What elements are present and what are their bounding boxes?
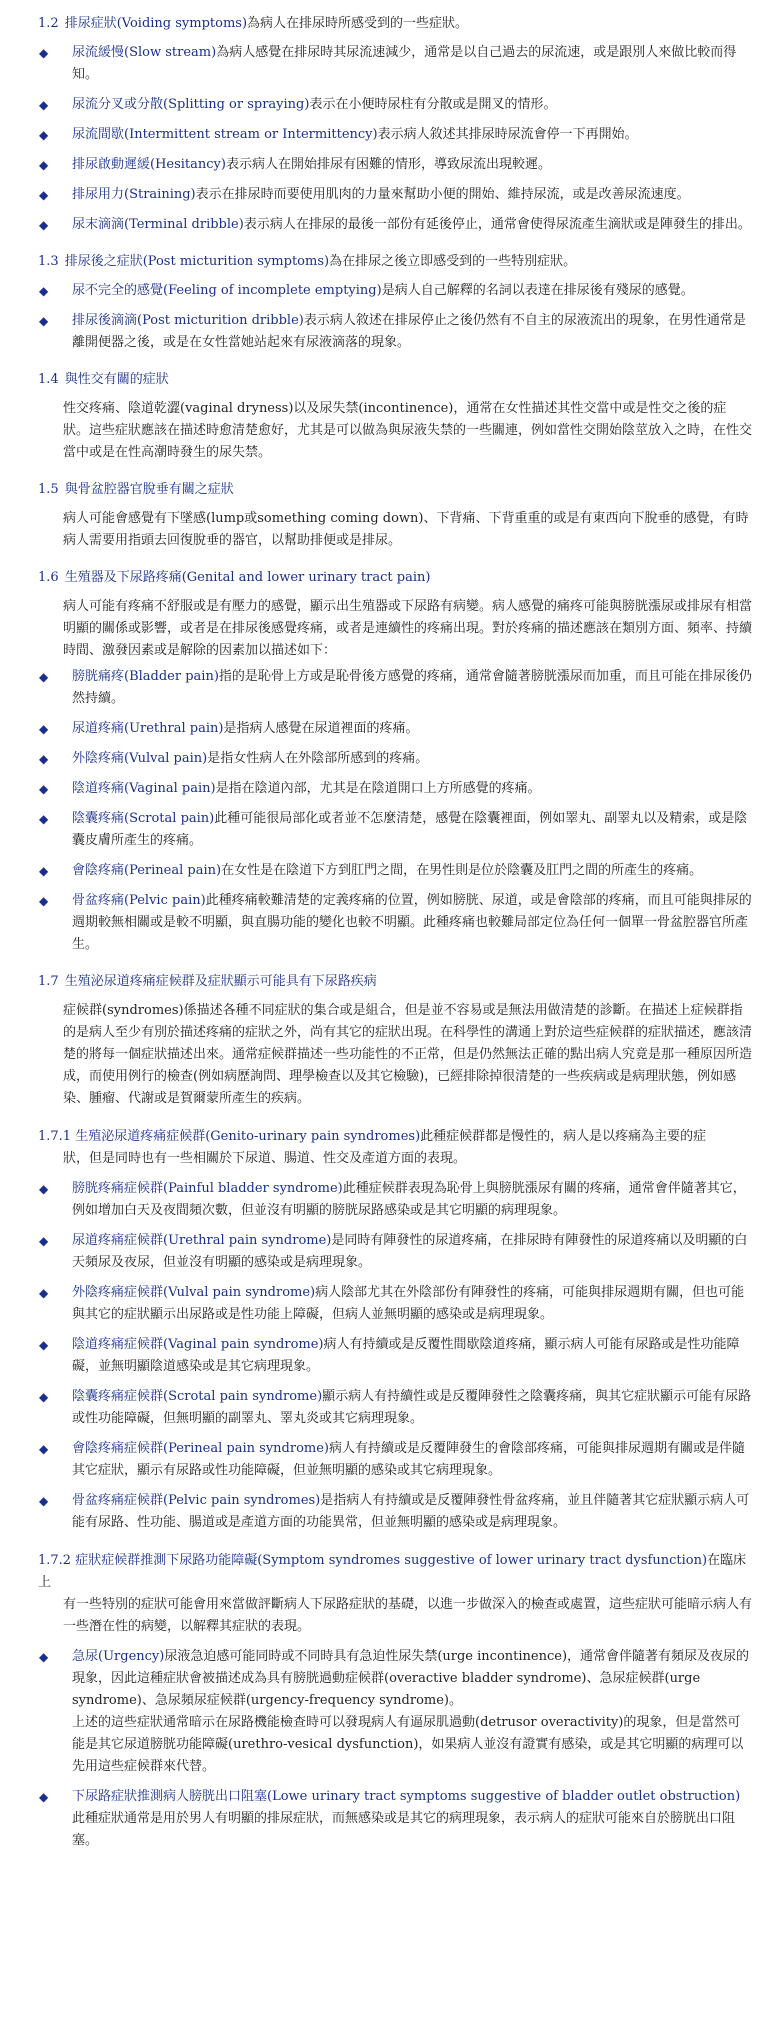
- description: 表示病人敘述其排尿時尿流會停一下再開始。: [377, 127, 638, 142]
- diamond-bullet-icon: ◆: [39, 128, 49, 142]
- section-body: 病人可能有疼痛不舒服或是有壓力的感覺，顯示出生殖器或下尿路有病變。病人感覺的痛疼可能與膀胱漲尿或排尿有相當明顯的關係或影響，或者是在排尿後感覺疼痛，或者是連續性的疼痛出現。對於疼痛的描述應該在類別方面、頻率、持續時間、激發因素或是解除的因素加以描述如下：: [63, 599, 753, 658]
- description: 表示在排尿時而要使用肌肉的力量來幫助小便的開始、維持尿流，或是改善尿流速度。: [195, 187, 690, 202]
- list-item: [0, 1230, 770, 1274]
- description: 病人陰部尤其在外陰部份有陣發性的疼痛，可能與排尿週期有關，但也可能與其它的症狀顯示出尿路或是性功能上障礙，但病人並無明顯的感染或是病理現象。: [72, 1285, 745, 1322]
- diamond-bullet-icon: ◆: [39, 894, 49, 908]
- section-body: 症候群(syndromes)係描述各種不同症狀的集合或是組合，但是並不容易或是無法用做清楚的診斷。在描述上症候群指的是病人至少有別於描述疼痛的症狀之外，尚有其它的症狀出現。在科學性的溝通上對於這些症候群的症狀描述，應該清楚的將每一個症狀描述出來。通常症候群描述一些功能性的不正常，但是仍然無法正確的點出病人究竟是那一種原因所造成，而使用例行的檢查(例如病歷詢問、理學檢查以及其它檢驗)，已經排除掉很清楚的一些疾病或是病理狀態，例如感染、腫瘤、代謝或是賀爾蒙所產生的疾病。: [63, 1003, 753, 1106]
- list-item: [0, 1490, 770, 1534]
- section-heading: [0, 972, 770, 992]
- list-item: [0, 124, 770, 146]
- description: 是指病人感覺在尿道裡面的疼痛。: [223, 721, 419, 736]
- term: 膀胱疼痛症候群(Painful bladder syndrome): [72, 1181, 343, 1196]
- section-title-rest: 為病人在排尿時所感受到的一些症狀。: [247, 16, 469, 31]
- section-number: 1.2: [38, 16, 59, 31]
- section-heading: [0, 568, 770, 588]
- term: 外陰疼痛(Vulval pain): [72, 751, 208, 766]
- section-number: 1.7: [38, 974, 59, 989]
- description: 此種症候群表現為恥骨上與膀胱漲尿有關的疼痛，通常會伴隨著其它，例如增加白天及夜間頻次數，但並沒有明顯的膀胱尿路感染或是其它明顯的病理現象。: [72, 1181, 746, 1218]
- description: 此種疼痛較難清楚的定義疼痛的位置，例如膀胱、尿道，或是會陰部的疼痛，而且可能與排尿的週期較無相關或是較不明顯，與直腸功能的變化也較不明顯。此種疼痛也較難局部定位為任何一個單一骨盆腔器官所產生。: [72, 893, 752, 952]
- section-1-6: [0, 568, 770, 956]
- description: 是病人自己解釋的名詞以表達在排尿後有殘尿的感覺。: [381, 283, 694, 298]
- bullet-list: [0, 280, 770, 354]
- bullet-list: [0, 42, 770, 236]
- section-body: 病人可能會感覺有下墜感(lump或something coming down)、下背痛、下背重重的或是有東西向下脫垂的感覺，有時病人需要用指頭去回復脫垂的器官，以幫助排便或是排尿。: [63, 511, 749, 548]
- term: 陰囊疼痛(Scrotal pain): [72, 811, 215, 826]
- diamond-bullet-icon: ◆: [39, 284, 49, 298]
- description: 病人有持續或是反覆性間歇陰道疼痛，顯示病人可能有尿路或是性功能障礙，並無明顯陰道感染或是其它病理現象。: [72, 1337, 740, 1374]
- diamond-bullet-icon: ◆: [39, 782, 49, 796]
- bullet-list: [0, 1178, 770, 1534]
- list-item: [0, 890, 770, 956]
- term: 排尿後滴滴(Post micturition dribble): [72, 313, 304, 328]
- section-1-7-2: [0, 1550, 770, 1852]
- bullet-list: [0, 1646, 770, 1852]
- subsection-heading: [0, 1550, 770, 1638]
- description: 是指在陰道內部，尤其是在陰道開口上方所感覺的疼痛。: [215, 781, 541, 796]
- description: 病人有持續或是反覆陣發生的會陰部疼痛，可能與排尿週期有關或是伴隨其它症狀，顯示有尿路或性功能障礙，但並無明顯的感染或其它病理現象。: [72, 1441, 746, 1478]
- diamond-bullet-icon: ◆: [39, 722, 49, 736]
- description: 表示病人在排尿的最後一部份有延後停止，通常會使得尿流產生滴狀或是陣發生的排出。: [243, 217, 751, 232]
- diamond-bullet-icon: ◆: [39, 1234, 49, 1248]
- diamond-bullet-icon: ◆: [39, 1286, 49, 1300]
- description: 是指女性病人在外陰部所感到的疼痛。: [207, 751, 429, 766]
- section-1-5: [0, 480, 770, 552]
- list-item: [0, 94, 770, 116]
- list-item: [0, 214, 770, 236]
- list-item: [0, 1646, 770, 1778]
- list-item: [0, 280, 770, 302]
- description: 是同時有陣發性的尿道疼痛，在排尿時有陣發性的尿道疼痛以及明顯的白天頻尿及夜尿，但並沒有明顯的感染或是病理現象。: [72, 1233, 748, 1270]
- section-number: 1.7.2: [38, 1553, 72, 1568]
- list-item: [0, 1438, 770, 1482]
- term: 陰道疼痛(Vaginal pain): [72, 781, 216, 796]
- section-number: 1.4: [38, 372, 59, 387]
- section-title: 生殖泌尿道疼痛症候群(Genito-urinary pain syndromes): [75, 1129, 421, 1144]
- term: 外陰疼痛症候群(Vulval pain syndrome): [72, 1285, 316, 1300]
- list-item: [0, 1386, 770, 1430]
- section-title: 排尿後之症狀(Post micturition symptoms): [64, 254, 330, 269]
- diamond-bullet-icon: ◆: [39, 1650, 49, 1664]
- section-number: 1.7.1: [38, 1129, 72, 1144]
- term: 陰道疼痛症候群(Vaginal pain syndrome): [72, 1337, 324, 1352]
- section-number: 1.3: [38, 254, 59, 269]
- diamond-bullet-icon: ◆: [39, 864, 49, 878]
- diamond-bullet-icon: ◆: [39, 314, 49, 328]
- diamond-bullet-icon: ◆: [39, 670, 49, 684]
- section-title: 與性交有關的症狀: [64, 372, 169, 387]
- section-title: 症狀症候群推測下尿路功能障礙(Symptom syndromes suggestive of lower urinary tract dysfunction): [75, 1553, 708, 1568]
- section-title: 生殖器及下尿路疼痛(Genital and lower urinary tract pain): [64, 570, 431, 585]
- term: 下尿路症狀推測病人膀胱出口阻塞(Lowe urinary tract symptoms suggestive of bladder outlet obstruction): [72, 1789, 741, 1804]
- section-title-rest: 為在排尿之後立即感受到的一些特別症狀。: [329, 254, 577, 269]
- list-item: [0, 718, 770, 740]
- diamond-bullet-icon: ◆: [39, 1390, 49, 1404]
- term: 會陰疼痛症候群(Perineal pain syndrome): [72, 1441, 329, 1456]
- section-title: 與骨盆腔器官脫垂有關之症狀: [64, 482, 234, 497]
- diamond-bullet-icon: ◆: [39, 1338, 49, 1352]
- list-item: [0, 1178, 770, 1222]
- list-item: [0, 42, 770, 86]
- list-item: [0, 154, 770, 176]
- term: 尿不完全的感覺(Feeling of incomplete emptying): [72, 283, 382, 298]
- description: 指的是恥骨上方或是恥骨後方感覺的疼痛，通常會隨著膀胱漲尿而加重，而且可能在排尿後仍然持續。: [72, 669, 752, 706]
- diamond-bullet-icon: ◆: [39, 1442, 49, 1456]
- term: 尿流分叉或分散(Splitting or spraying): [72, 97, 310, 112]
- description: 尿液急迫感可能同時或不同時具有急迫性尿失禁(urge incontinence)，通常會伴隨著有頻尿及夜尿的現象，因此這種症狀會被描述成為具有膀胱過動症候群(overactive bladder syndrome)、急尿症候群(urge syndrome)、急尿頻尿症候群(urgency-frequency syndrome)。: [72, 1649, 750, 1708]
- list-item: [0, 310, 770, 354]
- term: 尿道疼痛症候群(Urethral pain syndrome): [72, 1233, 332, 1248]
- description: 此種症狀通常是用於男人有明顯的排尿症狀，而無感染或是其它的病理現象，表示病人的症狀可能來自於膀胱出口阻塞。: [72, 1811, 736, 1848]
- list-item: [0, 808, 770, 852]
- description: 在女性是在陰道下方到肛門之間，在男性則是位於陰囊及肛門之間的所產生的疼痛。: [221, 863, 703, 878]
- term: 尿道疼痛(Urethral pain): [72, 721, 224, 736]
- diamond-bullet-icon: ◆: [39, 812, 49, 826]
- diamond-bullet-icon: ◆: [39, 1182, 49, 1196]
- description: 為病人感覺在排尿時其尿流速減少，通常是以自己過去的尿流速，或是跟別人來做比較而得知。: [72, 45, 737, 82]
- list-item: [0, 748, 770, 770]
- diamond-bullet-icon: ◆: [39, 98, 49, 112]
- section-title-continuation: 狀，但是同時也有一些相關於下尿道、腸道、性交及產道方面的表現。: [63, 1151, 467, 1166]
- diamond-bullet-icon: ◆: [39, 1494, 49, 1508]
- description: 表示在小便時尿柱有分散或是開叉的情形。: [309, 97, 557, 112]
- section-title-rest: 此種症候群都是慢性的，病人是以疼痛為主要的症: [420, 1129, 707, 1144]
- diamond-bullet-icon: ◆: [39, 1790, 49, 1804]
- diamond-bullet-icon: ◆: [39, 218, 49, 232]
- section-1-3: [0, 252, 770, 354]
- term: 陰囊疼痛症候群(Scrotal pain syndrome): [72, 1389, 323, 1404]
- section-heading: [0, 480, 770, 500]
- term: 急尿(Urgency): [72, 1649, 165, 1664]
- section-title: 生殖泌尿道疼痛症候群及症狀顯示可能具有下尿路疾病: [64, 974, 377, 989]
- description-extra: 上述的這些症狀通常暗示在尿路機能檢查時可以發現病人有逼尿肌過動(detrusor overactivity)的現象，但是當然可能是其它尿道膀胱功能障礙(urethro-vesical dysfunction)，如果病人並沒有證實有感染，或是其它明顯的病理可以先用這些症候群來代替。: [72, 1715, 744, 1774]
- diamond-bullet-icon: ◆: [39, 752, 49, 766]
- bullet-list: [0, 666, 770, 956]
- section-number: 1.6: [38, 570, 59, 585]
- list-item: [0, 184, 770, 206]
- section-1-7: [0, 972, 770, 1110]
- section-heading: [0, 252, 770, 272]
- description: 顯示病人有持續性或是反覆陣發性之陰囊疼痛，與其它症狀顯示可能有尿路或性功能障礙，但無明顯的副睪丸、睪丸炎或其它病理現象。: [72, 1389, 752, 1426]
- section-title-rest: 在臨床上: [38, 1553, 747, 1590]
- diamond-bullet-icon: ◆: [39, 158, 49, 172]
- description: 此種可能很局部化或者並不怎麼清楚，感覺在陰囊裡面，例如睪丸、副睪丸以及精索，或是陰囊皮膚所產生的疼痛。: [72, 811, 748, 848]
- term: 排尿啟動遲緩(Hesitancy): [72, 157, 226, 172]
- term: 骨盆疼痛(Pelvic pain): [72, 893, 206, 908]
- term: 膀胱痛疼(Bladder pain): [72, 669, 219, 684]
- term: 尿流緩慢(Slow stream): [72, 45, 217, 60]
- list-item: [0, 666, 770, 710]
- section-heading: [0, 370, 770, 390]
- diamond-bullet-icon: ◆: [39, 46, 49, 60]
- section-number: 1.5: [38, 482, 59, 497]
- section-1-2: [0, 14, 770, 236]
- section-title-continuation: 有一些特別的症狀可能會用來當做評斷病人下尿路症狀的基礎，以進一步做深入的檢查或處置，這些症狀可能暗示病人有一些潛在性的病變，以解釋其症狀的表現。: [63, 1597, 753, 1634]
- list-item: [0, 1282, 770, 1326]
- subsection-heading: [0, 1126, 770, 1170]
- list-item: [0, 778, 770, 800]
- term: 尿末滴滴(Terminal dribble): [72, 217, 244, 232]
- section-body: 性交疼痛、陰道乾澀(vaginal dryness)以及尿失禁(incontinence)，通常在女性描述其性交當中或是性交之後的症狀。這些症狀應該在描述時愈清楚愈好，尤其是可以做為與尿液失禁的一些關連，例如當性交開始陰莖放入之時，在性交當中或是在性高潮時發生的尿失禁。: [63, 401, 753, 460]
- term: 排尿用力(Straining): [72, 187, 196, 202]
- diamond-bullet-icon: ◆: [39, 188, 49, 202]
- section-1-4: [0, 370, 770, 464]
- term: 尿流間歇(Intermittent stream or Intermittency): [72, 127, 378, 142]
- list-item: [0, 1786, 770, 1852]
- term: 骨盆疼痛症候群(Pelvic pain syndromes): [72, 1493, 321, 1508]
- term: 會陰疼痛(Perineal pain): [72, 863, 222, 878]
- section-title: 排尿症狀(Voiding symptoms): [64, 16, 248, 31]
- section-1-7-1: [0, 1126, 770, 1534]
- description: 表示病人敘述在排尿停止之後仍然有不自主的尿液流出的現象，在男性通常是離開便器之後，或是在女性當她站起來有尿液滴落的現象。: [72, 313, 746, 350]
- list-item: [0, 1334, 770, 1378]
- description: 表示病人在開始排尿有困難的情形，導致尿流出現較遲。: [225, 157, 551, 172]
- section-heading: [0, 14, 770, 34]
- description: 是指病人有持續或是反覆陣發性骨盆疼痛，並且伴隨著其它症狀顯示病人可能有尿路、性功能、腸道或是產道方面的功能異常，但並無明顯的感染或是病理現象。: [72, 1493, 750, 1530]
- list-item: [0, 860, 770, 882]
